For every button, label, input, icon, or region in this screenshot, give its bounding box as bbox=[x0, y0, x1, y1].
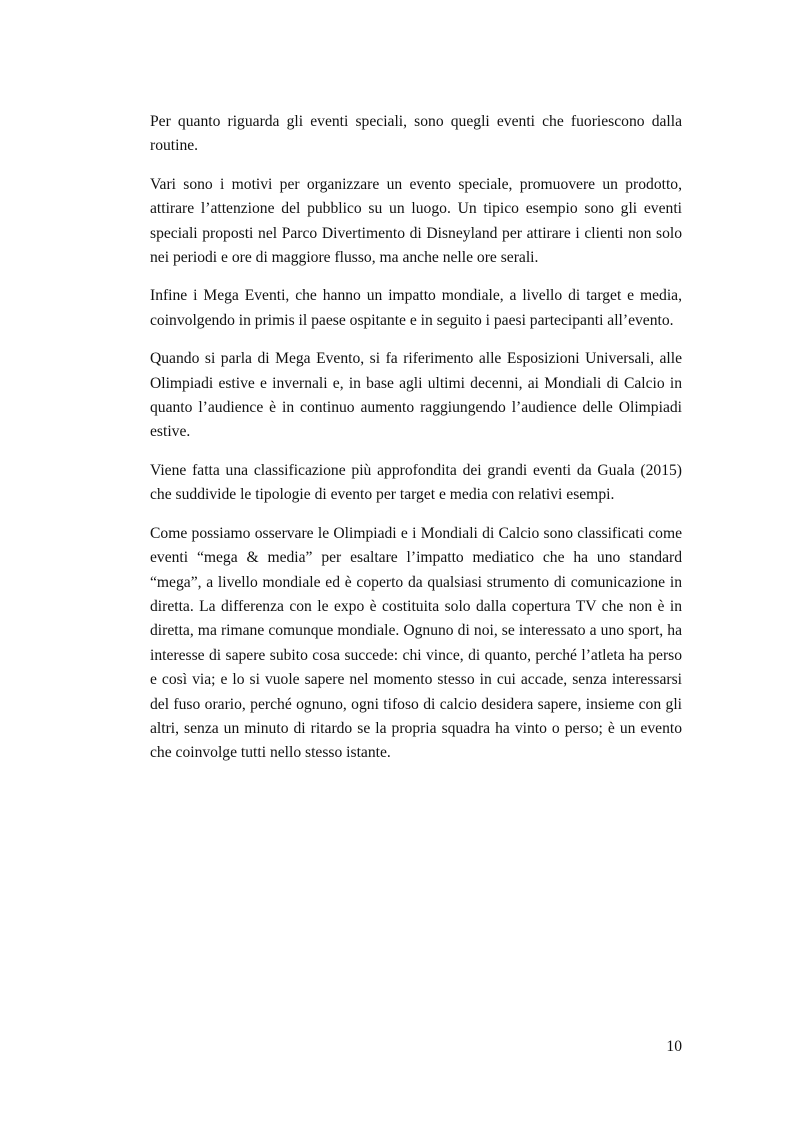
body-text bbox=[150, 110, 682, 780]
paragraph-classification: Viene fatta una classificazione più approfondita dei grandi eventi da Guala (2015) che suddivide le tipologie di evento per target e media con relativi esempi. bbox=[150, 461, 682, 504]
paragraph-mega-media: Come possiamo osservare le Olimpiadi e i Mondiali di Calcio sono classificati come eventi “mega & media” per esaltare l’impatto mediatico che ha uno standard “mega”, a livello mondiale ed è coperto da qualsiasi strumento di comunicazione in diretta. La differenza con le expo è costituita solo dalla copertura TV che non è in diretta, ma rimane comunque mondiale. Ognuno di noi, se interessato a uno sport, ha interesse di sapere subito cosa succede: chi vince, di quanto, perché l’atleta ha perso e così via; e lo si vuole sapere nel momento stesso in cui accade, senza interessarsi del fuso orario, perché ognuno, ogni tifoso di calcio desidera sapere, insieme con gli altri, senza un minuto di ritardo se la propria squadra ha vinto o perso; è un evento che coinvolge tutti nello stesso istante. bbox=[150, 524, 682, 762]
paragraph-mega-event-definition: Quando si parla di Mega Evento, si fa riferimento alle Esposizioni Universali, alle Olimpiadi estive e invernali e, in base agli ultimi decenni, ai Mondiali di Calcio in quanto l’audience è in continuo aumento raggiungendo l’audience delle Olimpiadi estive. bbox=[150, 350, 682, 441]
paragraph-special-events: Per quanto riguarda gli eventi speciali, sono quegli eventi che fuoriescono dalla routine. bbox=[150, 113, 682, 155]
page-number: 10 bbox=[666, 1038, 682, 1055]
paragraph-reasons: Vari sono i motivi per organizzare un evento speciale, promuovere un prodotto, attirare l’attenzione del pubblico su un luogo. Un tipico esempio sono gli eventi speciali proposti nel Parco Divertimento di Disneyland per attirare i clienti non solo nei periodi e ore di maggiore flusso, ma anche nelle ore serali. bbox=[150, 175, 682, 267]
paragraph-mega-events: Infine i Mega Eventi, che hanno un impatto mondiale, a livello di target e media, coinvolgendo in primis il paese ospitante e in seguito i paesi partecipanti all’evento. bbox=[150, 287, 682, 329]
